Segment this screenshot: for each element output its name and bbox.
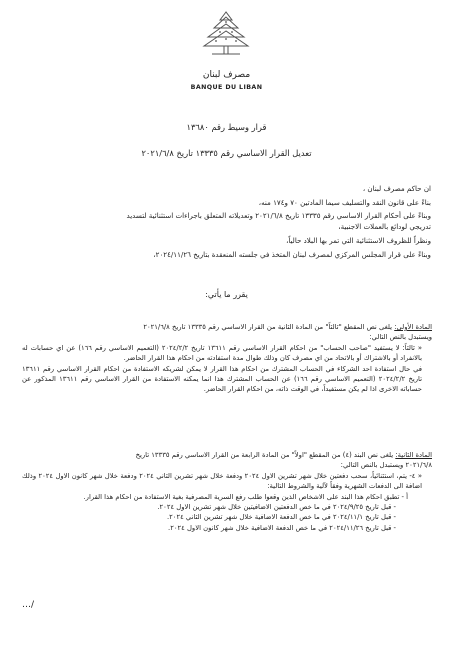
preamble-line: وبناءً على أحكام القرار الاساسي رقم ١٣٣٣٥ تاريخ ٢٠٢١/٦/٨ وتعديلاته المتعلق باجراءات استثنائية لتسديد (126, 211, 431, 220)
bank-name-arabic: مصرف لبنان (202, 70, 251, 80)
preamble-line: وبناءً على قرار المجلس المركزي لمصرف لبنان المتخذ في جلسته المنعقدة بتاريخ ٢٠٢٤/١١/٢٦، (153, 250, 431, 259)
preamble-line: ونظراً للظروف الاستثنائية التي تمر بها البلاد حالياً، (286, 236, 431, 245)
article-one-replace: ويستبدل بالنص التالي: (369, 333, 432, 342)
article-two-bullet: - قبل تاريخ ٢٠٢٤/٩/٢٥ في ما خص الدفعتين الاضافيتين خلال شهر تشرين الاول ٢٠٢٤. (157, 503, 396, 512)
article-one (22, 322, 432, 395)
bank-name-english: BANQUE DU LIBAN (190, 84, 263, 91)
article-one-paragraph-2: في حال استفادة احد الشركاء في الحساب المشترك من احكام هذا القرار لا يمكن لشريكه الاستفادة من احكام القرار الاساسي رقم ١٣٦١١ تاريخ ٢٠٢٤/٢/٢ (التعميم الاساسي رقم ١٦٦) عن الحساب المشترك هذا انما يمكنه الاستفادة من القرار الاساسي رقم ١٣٦١١ المذكور عن حساباته الاخرى اذا لم يكن مستفيداً، في الوقت ذاته، من احكام القرار الحاضر. (22, 364, 422, 394)
decides-heading: يقرر ما يأتي: (205, 290, 248, 299)
decision-title: قرار وسيط رقم ١٣٦٨٠ (186, 122, 267, 132)
article-two-intro (22, 450, 432, 460)
preamble-line: بناءً على قانون النقد والتسليف سيما المادتين ٧٠ و١٧٤ منه، (258, 198, 431, 207)
article-two-item-a: أ - تطبق احكام هذا البند على الاشخاص الذين وقعوا طلب رفع السرية المصرفية بغية الاستفادة من احكام هذا القرار. (83, 492, 408, 501)
article-one-text: يلغى نص المقطع "ثالثاً" من المادة الثانية من القرار الاساسي رقم ١٣٣٣٥ تاريخ ٢٠٢١/٦/٨ (143, 323, 395, 331)
article-two-bullet: - قبل تاريخ ٢٠٢٤/١١/١ في ما خص الدفعة الاضافية خلال شهر تشرين الثاني ٢٠٢٤. (166, 513, 396, 522)
article-one-intro (22, 322, 432, 332)
article-two (22, 450, 432, 533)
continuation-marker: …/ (22, 600, 35, 610)
article-two-heading: المادة الثانية: (395, 451, 432, 459)
article-two-bullet: - قبل تاريخ ٢٠٢٤/١١/٢٦ في ما خص الدفعة الاضافية خلال شهر كانون الاول ٢٠٢٤. (168, 523, 396, 532)
article-two-text: يلغى نص البند (٤) من المقطع "اولاً" من المادة الرابعة من القرار الاساسي رقم ١٣٣٣٥ تاريخ (135, 451, 396, 459)
cedar-tree-logo-icon (198, 8, 254, 62)
article-two-paragraph-1: « ٤- يتم، استثنائياً، سحب دفعتين خلال شهر تشرين الاول ٢٠٢٤ ودفعة خلال شهر تشرين الثاني ٢٠٢٤ ودفعة خلال شهر كانون الاول ٢٠٢٤ وذلك اضافة الى الدفعات الشهرية وفقاً لآلية والشروط التالية: (22, 471, 422, 491)
article-one-paragraph-1: « ثالثاً: لا يستفيد "صاحب الحساب" من احكام القرار الاساسي رقم ١٣٦١١ تاريخ ٢٠٢٤/٢/٢ (التعميم الاساسي رقم ١٦٦) عن اي حسابات له بالانفراد أو بالاشتراك أو بالاتحاد من اي مصرف كان وذلك طوال مدة استفادته من احكام هذا القرار الحاضر. (22, 343, 422, 363)
preamble-line: تدريجي لودائع بالعملات الاجنبية، (338, 222, 431, 231)
decision-subject: تعديل القرار الاساسي رقم ١٣٣٣٥ تاريخ ٢٠٢١/٦/٨ (141, 148, 312, 158)
article-one-heading: المادة الأولى: (394, 323, 432, 331)
article-two-replace: ٢٠٢١/٦/٨ ويستبدل بالنص التالي: (340, 461, 432, 470)
preamble-line: ان حاكم مصرف لبنان ، (362, 184, 431, 193)
